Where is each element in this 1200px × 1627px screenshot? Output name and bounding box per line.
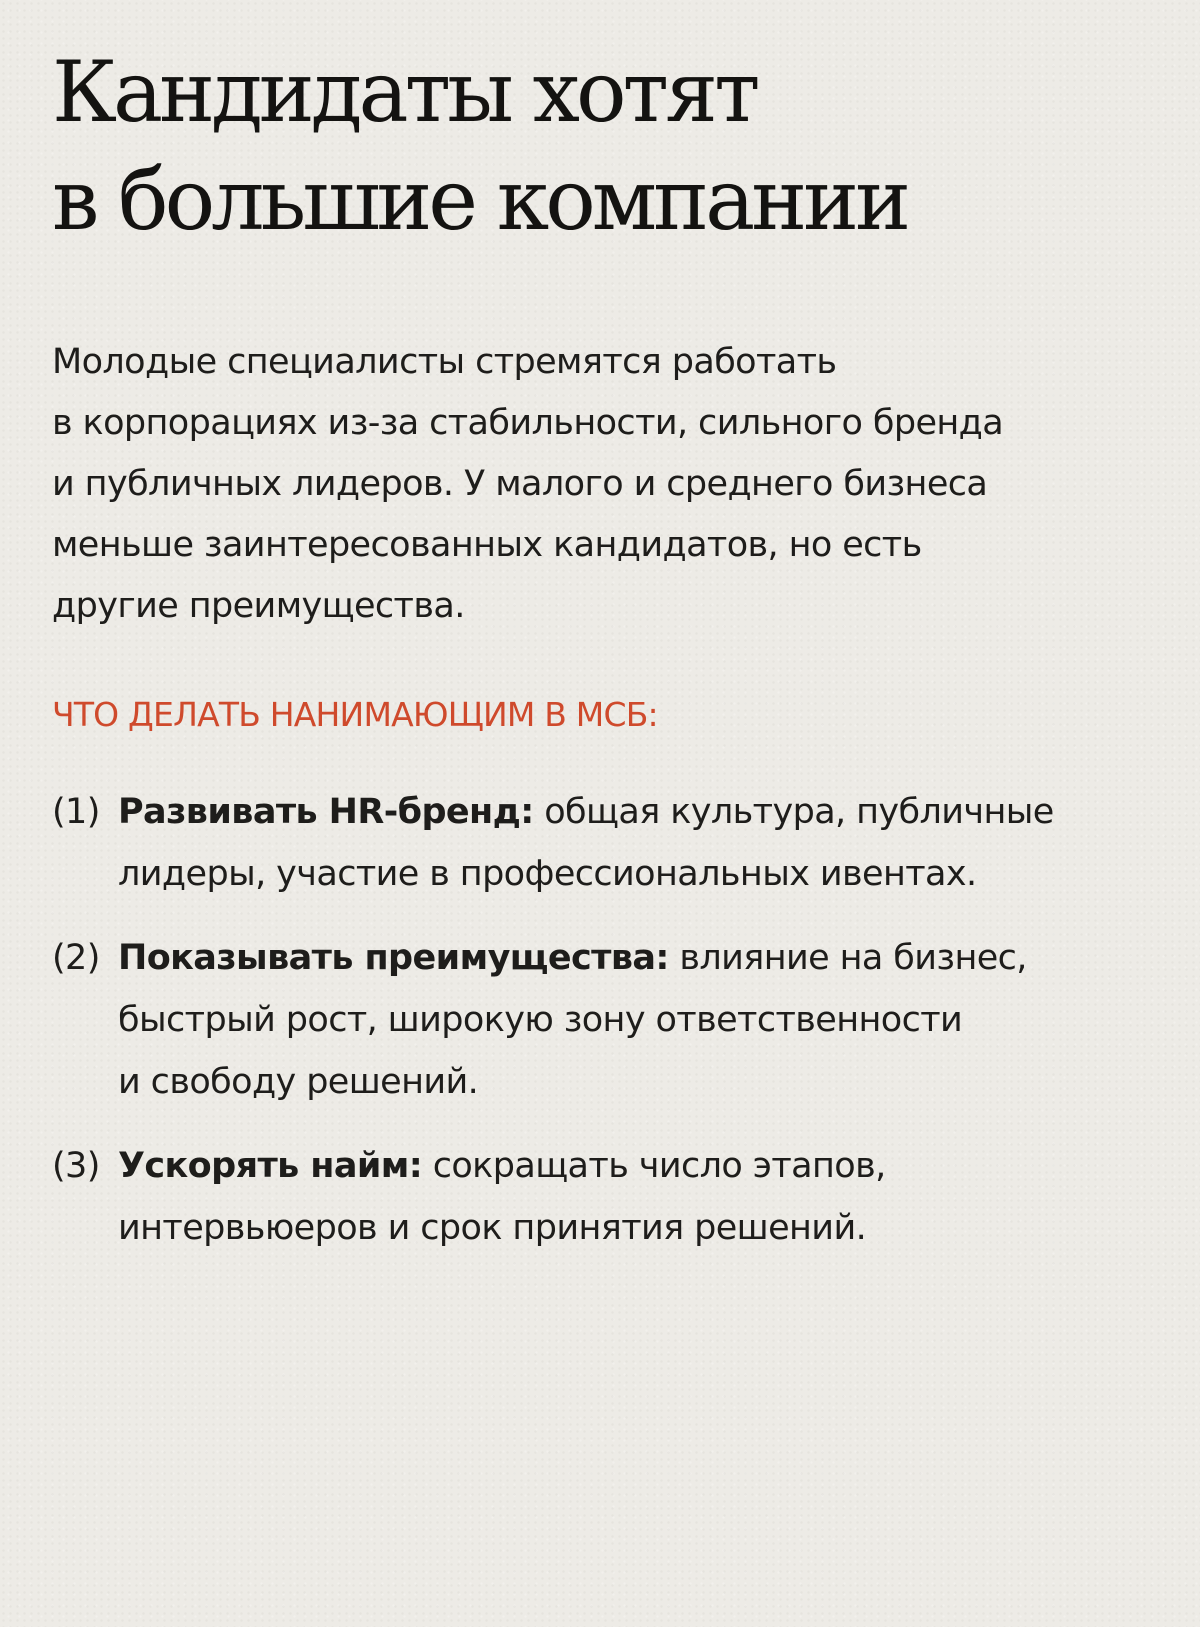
item-text: сокращать число этапов, bbox=[422, 1146, 886, 1186]
intro-line: другие преимущества. bbox=[52, 586, 465, 626]
list-item bbox=[52, 1135, 1162, 1259]
item-line: лидеры, участие в профессиональных ивентах. bbox=[118, 854, 977, 894]
title-line: Кандидаты хотят bbox=[52, 43, 757, 141]
item-line: интервьюеров и срок принятия решений. bbox=[118, 1208, 867, 1248]
intro-line: в корпорациях из-за стабильности, сильного бренда bbox=[52, 403, 1004, 443]
list-item bbox=[52, 927, 1162, 1113]
item-heading: Развивать HR-бренд: bbox=[118, 792, 534, 832]
item-number: (1) bbox=[52, 792, 100, 832]
page-title bbox=[52, 0, 1162, 254]
intro-line: и публичных лидеров. У малого и среднего бизнеса bbox=[52, 464, 988, 504]
item-heading: Ускорять найм: bbox=[118, 1146, 423, 1186]
item-first-line bbox=[118, 781, 1162, 843]
slide bbox=[52, 0, 1162, 1281]
recommendation-list bbox=[52, 781, 1162, 1259]
title-line: в большие компании bbox=[52, 151, 908, 249]
item-text: влияние на бизнес, bbox=[668, 938, 1027, 978]
intro-line: меньше заинтересованных кандидатов, но есть bbox=[52, 525, 922, 565]
item-line: и свободу решений. bbox=[118, 1062, 479, 1102]
item-line: быстрый рост, широкую зону ответственности bbox=[118, 1000, 963, 1040]
item-number: (3) bbox=[52, 1146, 100, 1186]
item-first-line bbox=[118, 927, 1162, 989]
intro-line: Молодые специалисты стремятся работать bbox=[52, 342, 837, 382]
item-heading: Показывать преимущества: bbox=[118, 938, 669, 978]
list-item bbox=[52, 781, 1162, 905]
section-heading: ЧТО ДЕЛАТЬ НАНИМАЮЩИМ В МСБ: bbox=[52, 695, 658, 734]
item-first-line bbox=[118, 1135, 1162, 1197]
item-text: общая культура, публичные bbox=[533, 792, 1054, 832]
item-number: (2) bbox=[52, 938, 100, 978]
intro-paragraph bbox=[52, 332, 1162, 637]
